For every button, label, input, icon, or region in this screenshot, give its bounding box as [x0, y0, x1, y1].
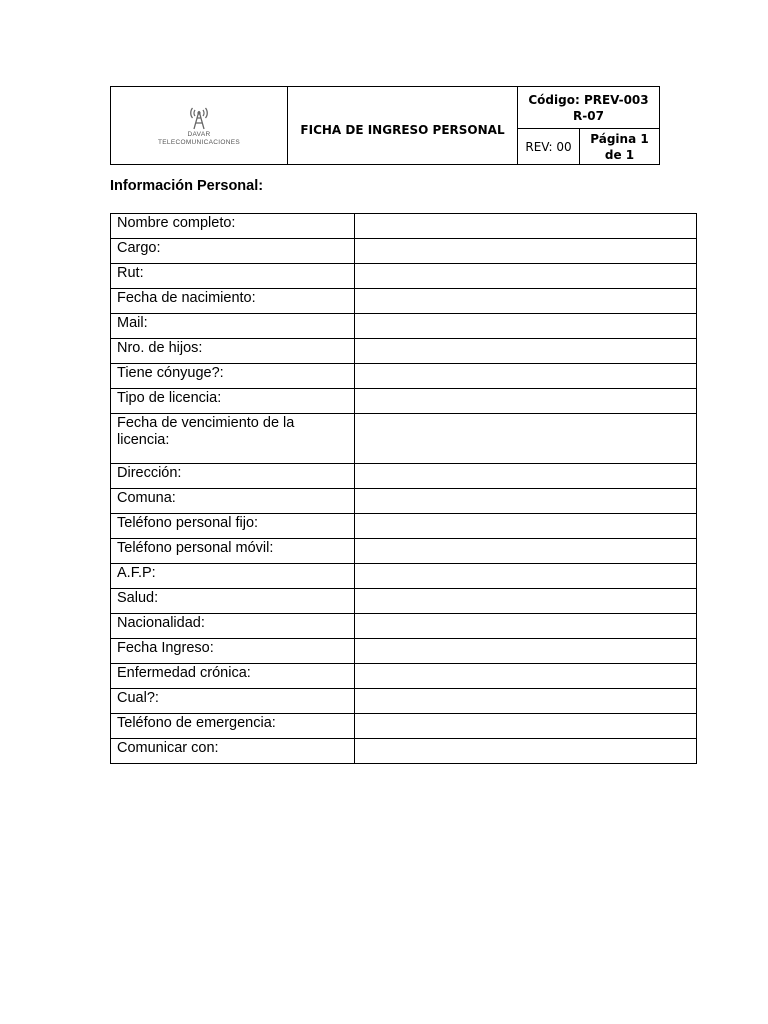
form-row — [111, 464, 697, 489]
field-value[interactable] — [355, 339, 697, 364]
field-label: Teléfono personal móvil: — [111, 539, 355, 564]
form-row — [111, 539, 697, 564]
document-header — [110, 86, 660, 165]
field-label: Comuna: — [111, 489, 355, 514]
field-value[interactable] — [355, 464, 697, 489]
form-row — [111, 589, 697, 614]
field-label: Mail: — [111, 314, 355, 339]
form-row — [111, 239, 697, 264]
revision-label: REV: 00 — [518, 129, 580, 165]
field-label: Nro. de hijos: — [111, 339, 355, 364]
page-line2: de 1 — [604, 147, 635, 162]
page-line1: Página 1 — [590, 131, 649, 146]
personal-info-form — [110, 213, 697, 764]
field-label: Cual?: — [111, 689, 355, 714]
field-value[interactable] — [355, 564, 697, 589]
document-code — [518, 87, 660, 129]
field-value[interactable] — [355, 214, 697, 239]
field-label: Fecha de nacimiento: — [111, 289, 355, 314]
form-row — [111, 664, 697, 689]
form-row — [111, 564, 697, 589]
field-value[interactable] — [355, 614, 697, 639]
field-value[interactable] — [355, 364, 697, 389]
field-label: Nombre completo: — [111, 214, 355, 239]
form-row — [111, 214, 697, 239]
form-row — [111, 689, 697, 714]
field-label: Salud: — [111, 589, 355, 614]
field-label: Comunicar con: — [111, 739, 355, 764]
form-row — [111, 339, 697, 364]
field-label: Fecha Ingreso: — [111, 639, 355, 664]
form-row — [111, 739, 697, 764]
form-row — [111, 714, 697, 739]
field-label: Nacionalidad: — [111, 614, 355, 639]
field-value[interactable] — [355, 489, 697, 514]
form-row — [111, 264, 697, 289]
field-label: Tipo de licencia: — [111, 389, 355, 414]
form-row — [111, 364, 697, 389]
section-title: Información Personal: — [110, 178, 264, 194]
code-line2: R-07 — [573, 108, 604, 123]
form-row — [111, 314, 697, 339]
field-value[interactable] — [355, 639, 697, 664]
field-label: Cargo: — [111, 239, 355, 264]
field-value[interactable] — [355, 689, 697, 714]
field-label: Tiene cónyuge?: — [111, 364, 355, 389]
field-value[interactable] — [355, 414, 697, 464]
field-label: Enfermedad crónica: — [111, 664, 355, 689]
form-row — [111, 489, 697, 514]
logo-text-line1: DAVAR — [187, 130, 211, 138]
field-value[interactable] — [355, 514, 697, 539]
code-line1: Código: PREV-003 — [528, 92, 649, 107]
field-value[interactable] — [355, 739, 697, 764]
logo-text-line2: TELECOMUNICACIONES — [158, 138, 240, 146]
field-value[interactable] — [355, 664, 697, 689]
field-value[interactable] — [355, 539, 697, 564]
company-logo — [111, 87, 288, 165]
antenna-tower-icon — [186, 105, 212, 131]
document-title: FICHA DE INGRESO PERSONAL — [288, 87, 518, 165]
form-row — [111, 639, 697, 664]
field-value[interactable] — [355, 264, 697, 289]
field-label: Rut: — [111, 264, 355, 289]
field-value[interactable] — [355, 714, 697, 739]
field-value[interactable] — [355, 239, 697, 264]
field-label: Fecha de vencimiento de la licencia: — [111, 414, 355, 464]
form-row — [111, 414, 697, 464]
field-value[interactable] — [355, 589, 697, 614]
field-label: A.F.P: — [111, 564, 355, 589]
field-value[interactable] — [355, 314, 697, 339]
field-value[interactable] — [355, 389, 697, 414]
field-label: Teléfono de emergencia: — [111, 714, 355, 739]
form-row — [111, 614, 697, 639]
page-number — [580, 129, 660, 165]
form-row — [111, 389, 697, 414]
form-row — [111, 514, 697, 539]
form-row — [111, 289, 697, 314]
field-value[interactable] — [355, 289, 697, 314]
field-label: Dirección: — [111, 464, 355, 489]
field-label: Teléfono personal fijo: — [111, 514, 355, 539]
